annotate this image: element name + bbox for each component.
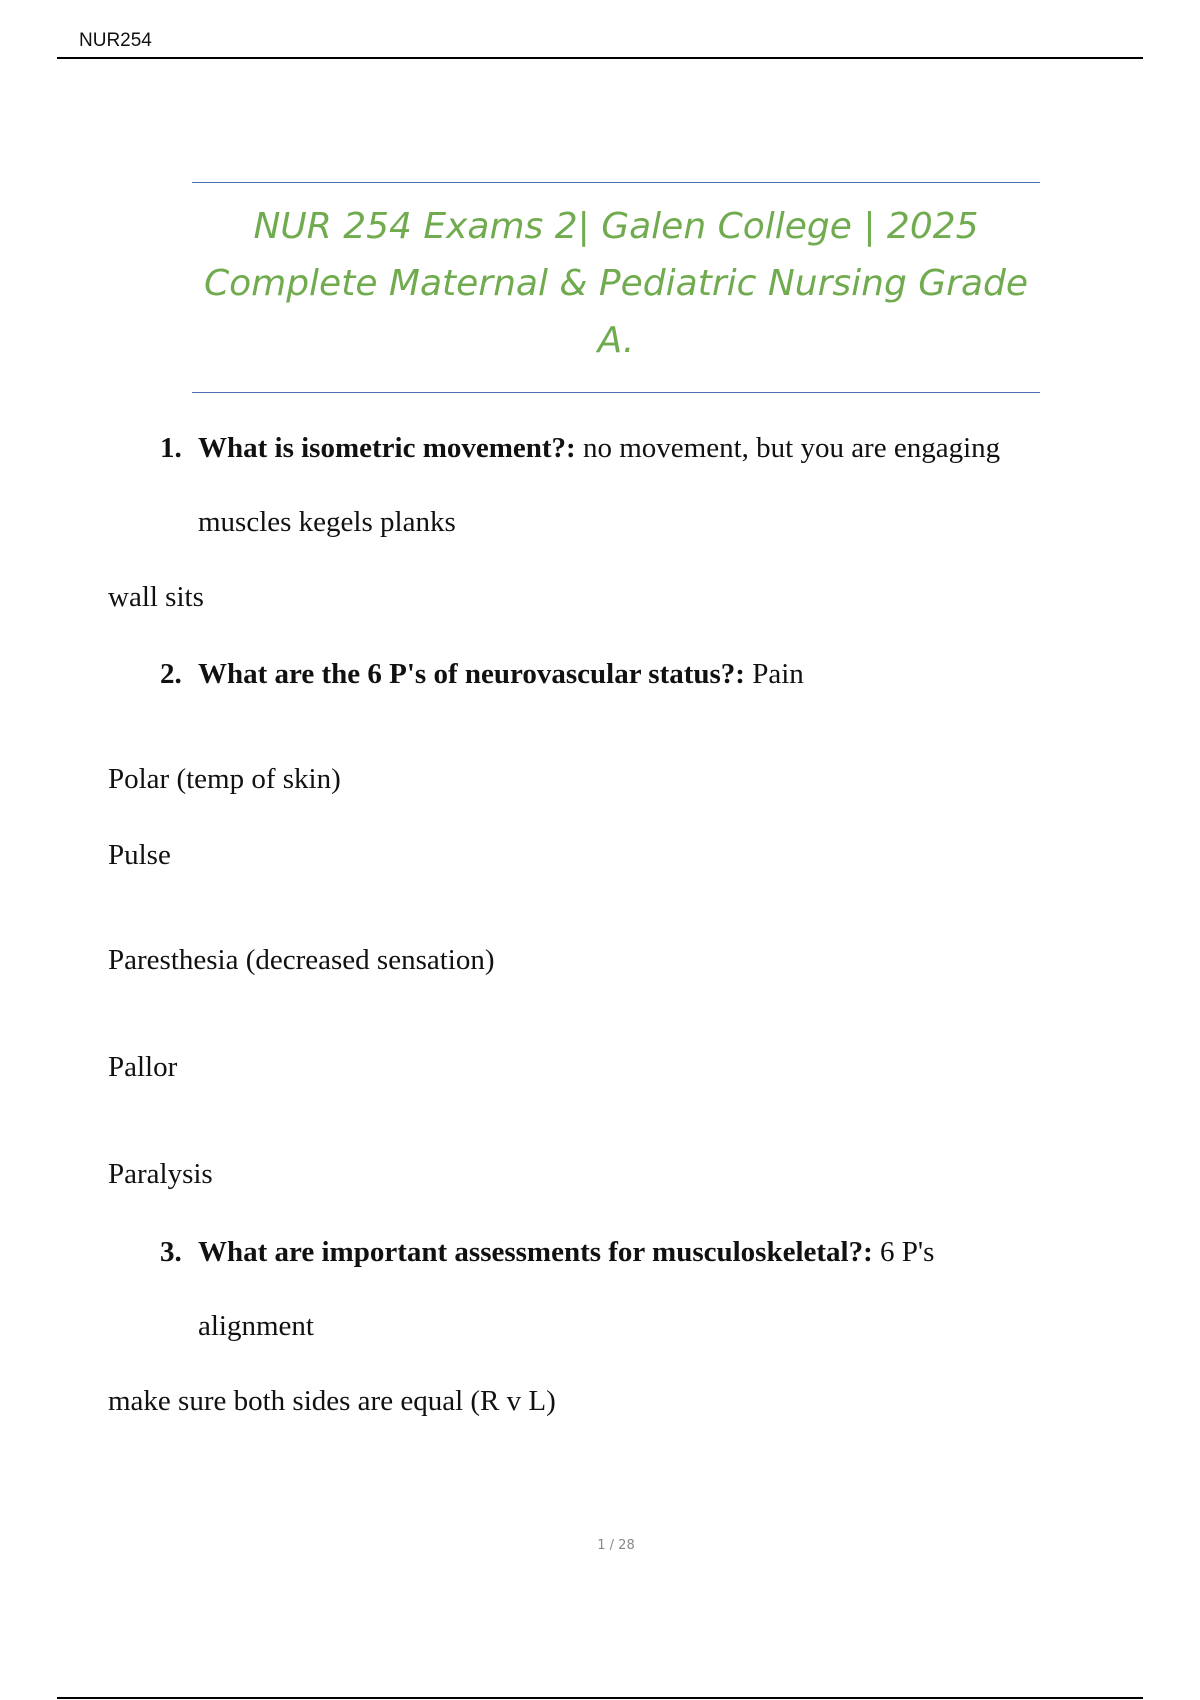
question-3-text: What are important assessments for musculoskeletal?: — [198, 1236, 873, 1268]
title-line-3: A. — [597, 320, 635, 361]
question-2-answer-1: Pain — [752, 658, 804, 690]
question-2-answer-6: Paralysis — [108, 1158, 213, 1190]
question-2-number: 2. — [160, 658, 182, 690]
question-2-answer-3: Pulse — [108, 839, 171, 871]
question-2-text: What are the 6 P's of neurovascular status?: — [198, 658, 745, 690]
footer-divider — [57, 1697, 1143, 1699]
question-2-answer-4: Paresthesia (decreased sensation) — [108, 944, 495, 976]
document-title — [192, 198, 1040, 369]
question-1-answer-2: muscles kegels planks — [198, 506, 456, 538]
title-bottom-rule — [192, 392, 1040, 393]
question-2-answer-2: Polar (temp of skin) — [108, 763, 341, 795]
header-divider — [57, 57, 1143, 59]
question-1-number: 1. — [160, 432, 182, 464]
question-2-line — [198, 658, 804, 691]
question-3-answer-2: alignment — [198, 1310, 314, 1342]
page-indicator: 1 / 28 — [597, 1538, 635, 1553]
question-1-line — [198, 432, 1000, 465]
question-3-number: 3. — [160, 1236, 182, 1268]
question-1-answer-1: no movement, but you are engaging — [582, 432, 1001, 464]
question-3-answer-1: 6 P's — [880, 1236, 935, 1268]
header-course-code: NUR254 — [79, 30, 152, 51]
title-line-1: NUR 254 Exams 2| Galen College | 2025 — [253, 206, 979, 247]
question-1-answer-3: wall sits — [108, 581, 204, 613]
question-2-answer-5: Pallor — [108, 1051, 178, 1083]
question-3-line — [198, 1236, 934, 1269]
question-3-answer-3: make sure both sides are equal (R v L) — [108, 1385, 556, 1417]
question-1-text: What is isometric movement?: — [198, 432, 576, 464]
title-top-rule — [192, 182, 1040, 183]
title-line-2: Complete Maternal & Pediatric Nursing Grade — [203, 263, 1029, 304]
